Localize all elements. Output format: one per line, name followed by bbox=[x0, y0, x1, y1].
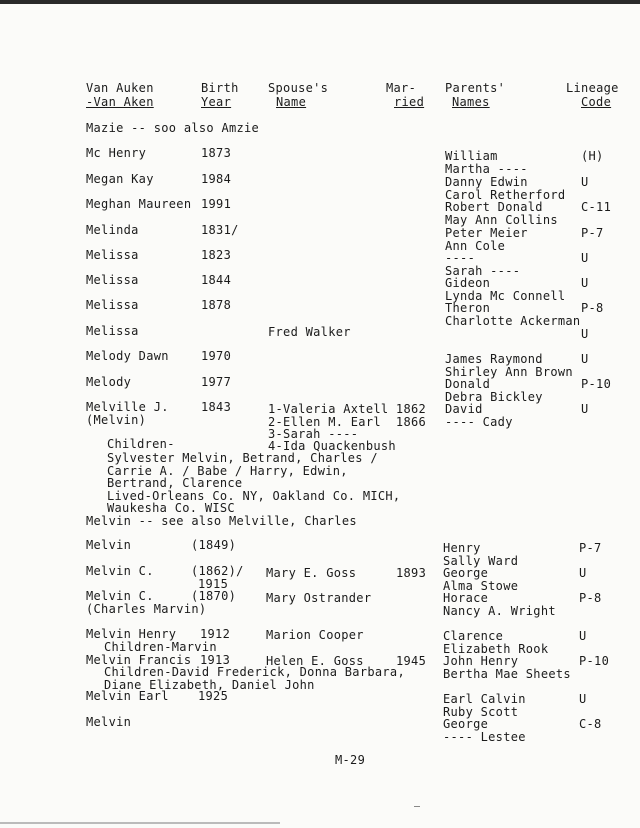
text-line: Donald bbox=[445, 377, 491, 391]
text-line: Melvin Francis bbox=[86, 653, 192, 667]
header-parents-names: Names bbox=[452, 95, 490, 109]
header-married-2: ried bbox=[394, 95, 425, 109]
text-line: Horace bbox=[443, 591, 489, 605]
text-line: Gideon bbox=[445, 276, 491, 290]
text-line: Sylvester Melvin, Betrand, Charles / bbox=[107, 451, 378, 465]
text-line: May Ann Collins bbox=[445, 213, 558, 227]
text-line: 1823 bbox=[201, 248, 232, 262]
header-spouse: Spouse's bbox=[268, 81, 329, 95]
text-line: Martha ---- bbox=[445, 162, 528, 176]
text-line: Megan Kay bbox=[86, 172, 154, 186]
header-surname: Van Auken bbox=[86, 81, 154, 95]
text-line: 1-Valeria Axtell 1862 bbox=[268, 402, 427, 416]
text-line: Melvin Henry bbox=[86, 627, 177, 641]
text-line: 1912 bbox=[200, 627, 231, 641]
text-line: P-7 bbox=[581, 226, 604, 240]
text-line: Sally Ward bbox=[443, 554, 519, 568]
text-line: William bbox=[445, 149, 498, 163]
scan-speck bbox=[414, 806, 420, 807]
text-line: Bertrand, Clarence bbox=[107, 476, 243, 490]
text-line: Sarah ---- bbox=[445, 264, 521, 278]
text-line: P-8 bbox=[581, 301, 604, 315]
text-line: 1977 bbox=[201, 375, 232, 389]
header-lineage: Lineage bbox=[566, 81, 619, 95]
header-surname-variant: -Van Aken bbox=[86, 95, 154, 109]
text-line: Ann Cole bbox=[445, 239, 506, 253]
text-line: U bbox=[581, 327, 589, 341]
text-line: Earl Calvin bbox=[443, 692, 526, 706]
text-line: Nancy A. Wright bbox=[443, 604, 556, 618]
text-line: U bbox=[581, 251, 589, 265]
text-line: (Melvin) bbox=[86, 413, 147, 427]
text-line: Melvin -- see also Melville, Charles bbox=[86, 514, 357, 528]
text-line: 1913 bbox=[200, 653, 231, 667]
text-line: Children-Marvin bbox=[104, 640, 217, 654]
text-line: Melissa bbox=[86, 298, 139, 312]
text-line: P-8 bbox=[579, 591, 602, 605]
text-line: 2-Ellen M. Earl 1866 bbox=[268, 415, 427, 429]
text-line: Melville J. bbox=[86, 400, 169, 414]
text-line: P-10 bbox=[581, 377, 612, 391]
text-line: 1893 bbox=[396, 566, 427, 580]
text-line: Mc Henry bbox=[86, 146, 147, 160]
text-line: Danny Edwin bbox=[445, 175, 528, 189]
text-line: Mary E. Goss bbox=[266, 566, 357, 580]
text-line: Marion Cooper bbox=[266, 628, 364, 642]
text-line: James Raymond bbox=[445, 352, 543, 366]
text-line: (1862)/ bbox=[191, 564, 244, 578]
text-line: Meghan Maureen bbox=[86, 197, 192, 211]
text-line: 1843 bbox=[201, 400, 232, 414]
text-line: 1945 bbox=[396, 654, 427, 668]
text-line: 1878 bbox=[201, 298, 232, 312]
text-line: Carrie A. / Babe / Harry, Edwin, bbox=[107, 464, 348, 478]
text-line: Diane Elizabeth, Daniel John bbox=[104, 678, 315, 692]
text-line: Henry bbox=[443, 541, 481, 555]
header-spouse-name: Name bbox=[276, 95, 307, 109]
text-line: U bbox=[579, 566, 587, 580]
text-line: Children-David Frederick, Donna Barbara, bbox=[104, 665, 405, 679]
header-year: Year bbox=[201, 95, 232, 109]
text-line: 1873 bbox=[201, 146, 232, 160]
text-line: (1870) bbox=[191, 589, 237, 603]
text-line: Mary Ostrander bbox=[266, 591, 372, 605]
text-line: Lived-Orleans Co. NY, Oakland Co. MICH, bbox=[107, 489, 401, 503]
text-line: Clarence bbox=[443, 629, 504, 643]
text-line: Carol Retherford bbox=[445, 188, 566, 202]
text-line: 1844 bbox=[201, 273, 232, 287]
text-line: P-7 bbox=[579, 541, 602, 555]
text-line: Mazie -- soo also Amzie bbox=[86, 121, 260, 135]
text-line: 1970 bbox=[201, 349, 232, 363]
text-line: Melody bbox=[86, 375, 132, 389]
text-line: Waukesha Co. WISC bbox=[107, 501, 235, 515]
text-line: Melinda bbox=[86, 223, 139, 237]
text-line: ---- bbox=[445, 251, 476, 265]
text-line: (H) bbox=[581, 149, 604, 163]
text-line: Melvin Earl bbox=[86, 689, 169, 703]
text-line: Peter Meier bbox=[445, 226, 528, 240]
text-line: Melody Dawn bbox=[86, 349, 169, 363]
text-line: Melissa bbox=[86, 248, 139, 262]
text-line: C-8 bbox=[579, 717, 602, 731]
text-line: John Henry bbox=[443, 654, 519, 668]
text-line: 3-Sarah ---- bbox=[268, 427, 359, 441]
text-line: Melvin C. bbox=[86, 589, 154, 603]
text-line: 1831/ bbox=[201, 223, 239, 237]
top-border-line bbox=[0, 0, 640, 4]
text-line: David bbox=[445, 402, 483, 416]
scan-edge-artifact bbox=[0, 822, 280, 824]
text-line: George bbox=[443, 566, 489, 580]
text-line: Bertha Mae Sheets bbox=[443, 667, 571, 681]
text-line: Melissa bbox=[86, 324, 139, 338]
text-line: U bbox=[579, 692, 587, 706]
text-line: 1925 bbox=[198, 689, 229, 703]
page-number: M-29 bbox=[335, 753, 366, 767]
text-line: Robert Donald bbox=[445, 200, 543, 214]
text-line: Ruby Scott bbox=[443, 705, 519, 719]
text-line: ---- Lestee bbox=[443, 730, 526, 744]
text-line: George bbox=[443, 717, 489, 731]
header-married: Mar- bbox=[386, 81, 417, 95]
text-line: 4-Ida Quackenbush bbox=[268, 439, 396, 453]
text-line: U bbox=[581, 175, 589, 189]
text-line: (1849) bbox=[191, 538, 237, 552]
text-line: U bbox=[579, 629, 587, 643]
text-line: Elizabeth Rook bbox=[443, 642, 549, 656]
text-line: Helen E. Goss bbox=[266, 654, 364, 668]
text-line: Shirley Ann Brown bbox=[445, 365, 573, 379]
text-line: U bbox=[581, 352, 589, 366]
text-line: Charlotte Ackerman bbox=[445, 314, 581, 328]
text-line: Theron bbox=[445, 301, 491, 315]
text-line: C-11 bbox=[581, 200, 612, 214]
text-line: U bbox=[581, 276, 589, 290]
text-line: Lynda Mc Connell bbox=[445, 289, 566, 303]
text-line: (Charles Marvin) bbox=[86, 602, 207, 616]
text-line: Melvin bbox=[86, 538, 132, 552]
header-birth: Birth bbox=[201, 81, 239, 95]
text-line: ---- Cady bbox=[445, 415, 513, 429]
text-line: Alma Stowe bbox=[443, 579, 519, 593]
text-line: P-10 bbox=[579, 654, 610, 668]
text-line: Debra Bickley bbox=[445, 390, 543, 404]
text-line: Children- bbox=[107, 437, 175, 451]
text-line: 1991 bbox=[201, 197, 232, 211]
header-parents: Parents' bbox=[445, 81, 506, 95]
text-line: Melissa bbox=[86, 273, 139, 287]
text-line: 1984 bbox=[201, 172, 232, 186]
text-line: U bbox=[581, 402, 589, 416]
text-line: Melvin C. bbox=[86, 564, 154, 578]
text-line: Melvin bbox=[86, 715, 132, 729]
header-code: Code bbox=[581, 95, 612, 109]
text-line: Fred Walker bbox=[268, 325, 351, 339]
text-line: 1915 bbox=[198, 577, 229, 591]
